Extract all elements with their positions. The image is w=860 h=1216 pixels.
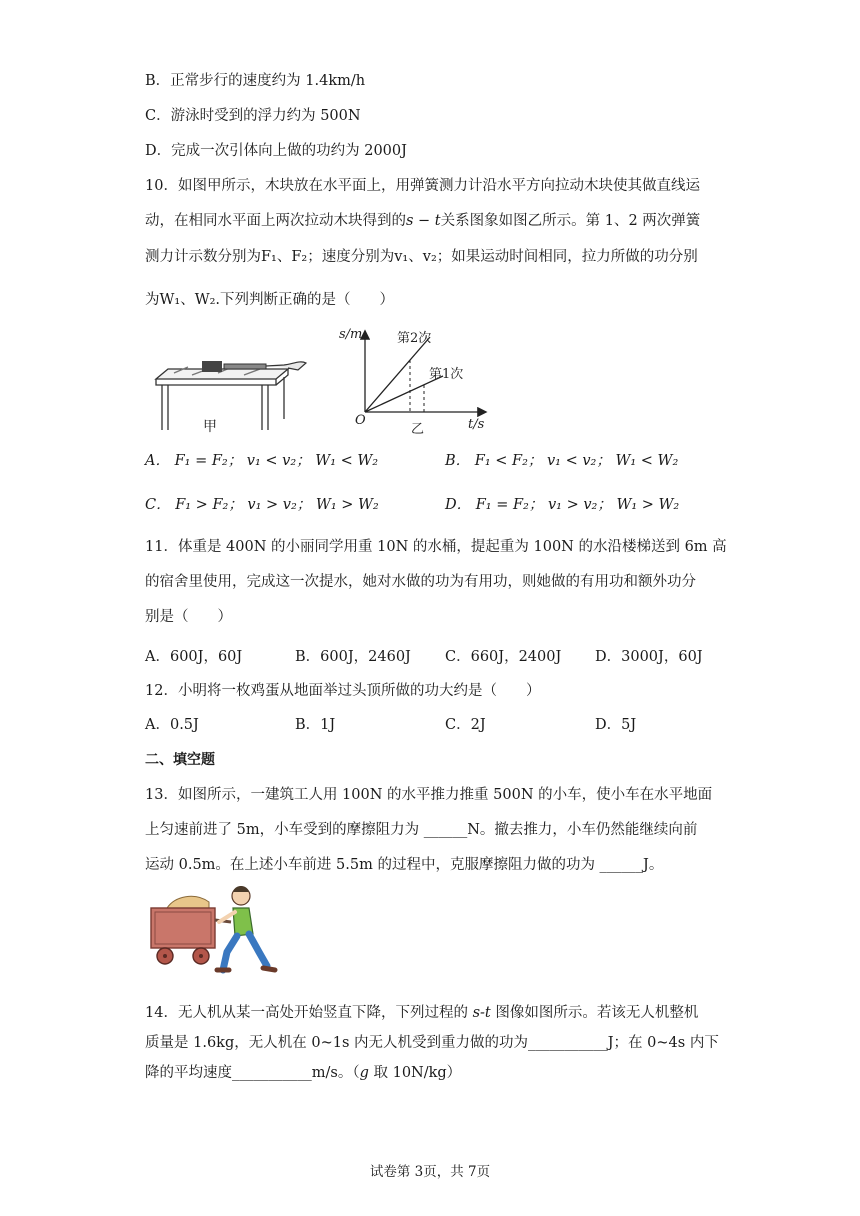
q11-stem-line3: 别是（ ） bbox=[145, 609, 232, 625]
q14-stem-line3 bbox=[145, 1063, 461, 1083]
q14-st-variable: s-t bbox=[472, 1005, 491, 1021]
q10-stem-line2-post: 关系图象如图乙所示。第 1、2 两次弹簧 bbox=[440, 213, 701, 229]
q10-stem-line3: 测力计示数分别为F₁、F₂；速度分别为v₁、v₂；如果运动时间相同，拉力所做的功分别 bbox=[145, 249, 698, 265]
figure-worker-pushing-cart bbox=[145, 882, 285, 978]
q13-stem-line3: 运动 0.5m。在上述小车前进 5.5m 的过程中，克服摩擦阻力做的功为 ______J。 bbox=[145, 857, 664, 873]
q10-st-variable: s − t bbox=[406, 213, 441, 229]
page-footer: 试卷第 3页，共 7页 bbox=[369, 1164, 491, 1180]
q11-stem-line2: 的宿舍里使用，完成这一次提水，她对水做的功为有用功，则她做的有用功和额外功分 bbox=[145, 574, 696, 590]
q10-option-d: D． F₁ = F₂； v₁ > v₂； W₁ > W₂ bbox=[445, 497, 680, 513]
q10-option-a: A． F₁ = F₂； v₁ < v₂； W₁ < W₂ bbox=[145, 453, 379, 469]
q12-stem-line1: 12．小明将一枚鸡蛋从地面举过头顶所做的功大约是（ ） bbox=[145, 683, 541, 699]
figure-jia-caption: 甲 bbox=[203, 419, 217, 435]
q14-stem-line1-post: 图像如图所示。若该无人机整机 bbox=[490, 1005, 699, 1021]
origin-label: O bbox=[355, 413, 366, 428]
label-second-run: 第2次 bbox=[397, 331, 432, 346]
q9-option-c: C．游泳时受到的浮力约为 500N bbox=[145, 108, 361, 124]
axis-y-label: s/m bbox=[339, 327, 363, 342]
series-second-line bbox=[365, 337, 430, 412]
q14-stem-line2: 质量是 1.6kg，无人机在 0~1s 内无人机受到重力做的功为___________J；在 0~4s 内下 bbox=[145, 1035, 719, 1051]
wooden-block bbox=[202, 361, 222, 372]
q11-option-c: C．660J，2400J bbox=[445, 649, 562, 665]
q14-stem-line3-post: 取 10N/kg） bbox=[368, 1065, 462, 1081]
q14-stem-line1-pre: 14．无人机从某一高处开始竖直下降，下列过程的 bbox=[145, 1005, 473, 1021]
figure-yi-caption: 乙 bbox=[411, 422, 425, 437]
q10-option-c: C． F₁ > F₂； v₁ > v₂； W₁ > W₂ bbox=[145, 497, 379, 513]
label-first-run: 第1次 bbox=[429, 367, 464, 382]
cart-body bbox=[151, 908, 215, 948]
q11-option-b: B．600J，2460J bbox=[295, 649, 411, 665]
q12-option-a: A．0.5J bbox=[145, 717, 199, 733]
section-heading-fill-in: 二、填空题 bbox=[145, 752, 215, 768]
q10-option-b: B． F₁ < F₂； v₁ < v₂； W₁ < W₂ bbox=[445, 453, 679, 469]
q9-option-d: D．完成一次引体向上做的功约为 2000J bbox=[145, 143, 407, 159]
spring-scale bbox=[224, 364, 266, 369]
q10-stem-line2 bbox=[145, 211, 700, 231]
q13-stem-line2: 上匀速前进了 5m，小车受到的摩擦阻力为 ______N。撤去推力，小车仍然能继续向前 bbox=[145, 822, 698, 838]
q13-stem-line1: 13．如图所示，一建筑工人用 100N 的水平推力推重 500N 的小车，使小车在水平地面 bbox=[145, 787, 713, 803]
axis-x-label: t/s bbox=[468, 417, 485, 432]
q9-option-b: B．正常步行的速度约为 1.4km/h bbox=[145, 73, 366, 89]
q12-option-b: B．1J bbox=[295, 717, 336, 733]
q14-g-variable: g bbox=[359, 1065, 369, 1081]
q10-stem-line1: 10．如图甲所示，木块放在水平面上，用弹簧测力计沿水平方向拉动木块使其做直线运 bbox=[145, 178, 700, 194]
q11-option-d: D．3000J，60J bbox=[595, 649, 703, 665]
q10-stem-line4: 为W₁、W₂.下列判断正确的是（ ） bbox=[145, 292, 395, 308]
q11-stem-line1: 11．体重是 400N 的小丽同学用重 10N 的水桶，提起重为 100N 的水沿楼梯送到 6m 高 bbox=[145, 539, 727, 555]
q14-stem-line1 bbox=[145, 1003, 698, 1023]
q14-stem-line3-pre: 降的平均速度___________m/s。（ bbox=[145, 1065, 360, 1081]
q12-option-c: C．2J bbox=[445, 717, 486, 733]
figure-yi-st-graph bbox=[325, 322, 495, 437]
q12-option-d: D．5J bbox=[595, 717, 637, 733]
q11-option-a: A．600J，60J bbox=[145, 649, 243, 665]
q10-stem-line2-pre: 动，在相同水平面上两次拉动木块得到的 bbox=[145, 213, 406, 229]
figure-jia-table-block bbox=[148, 355, 313, 440]
